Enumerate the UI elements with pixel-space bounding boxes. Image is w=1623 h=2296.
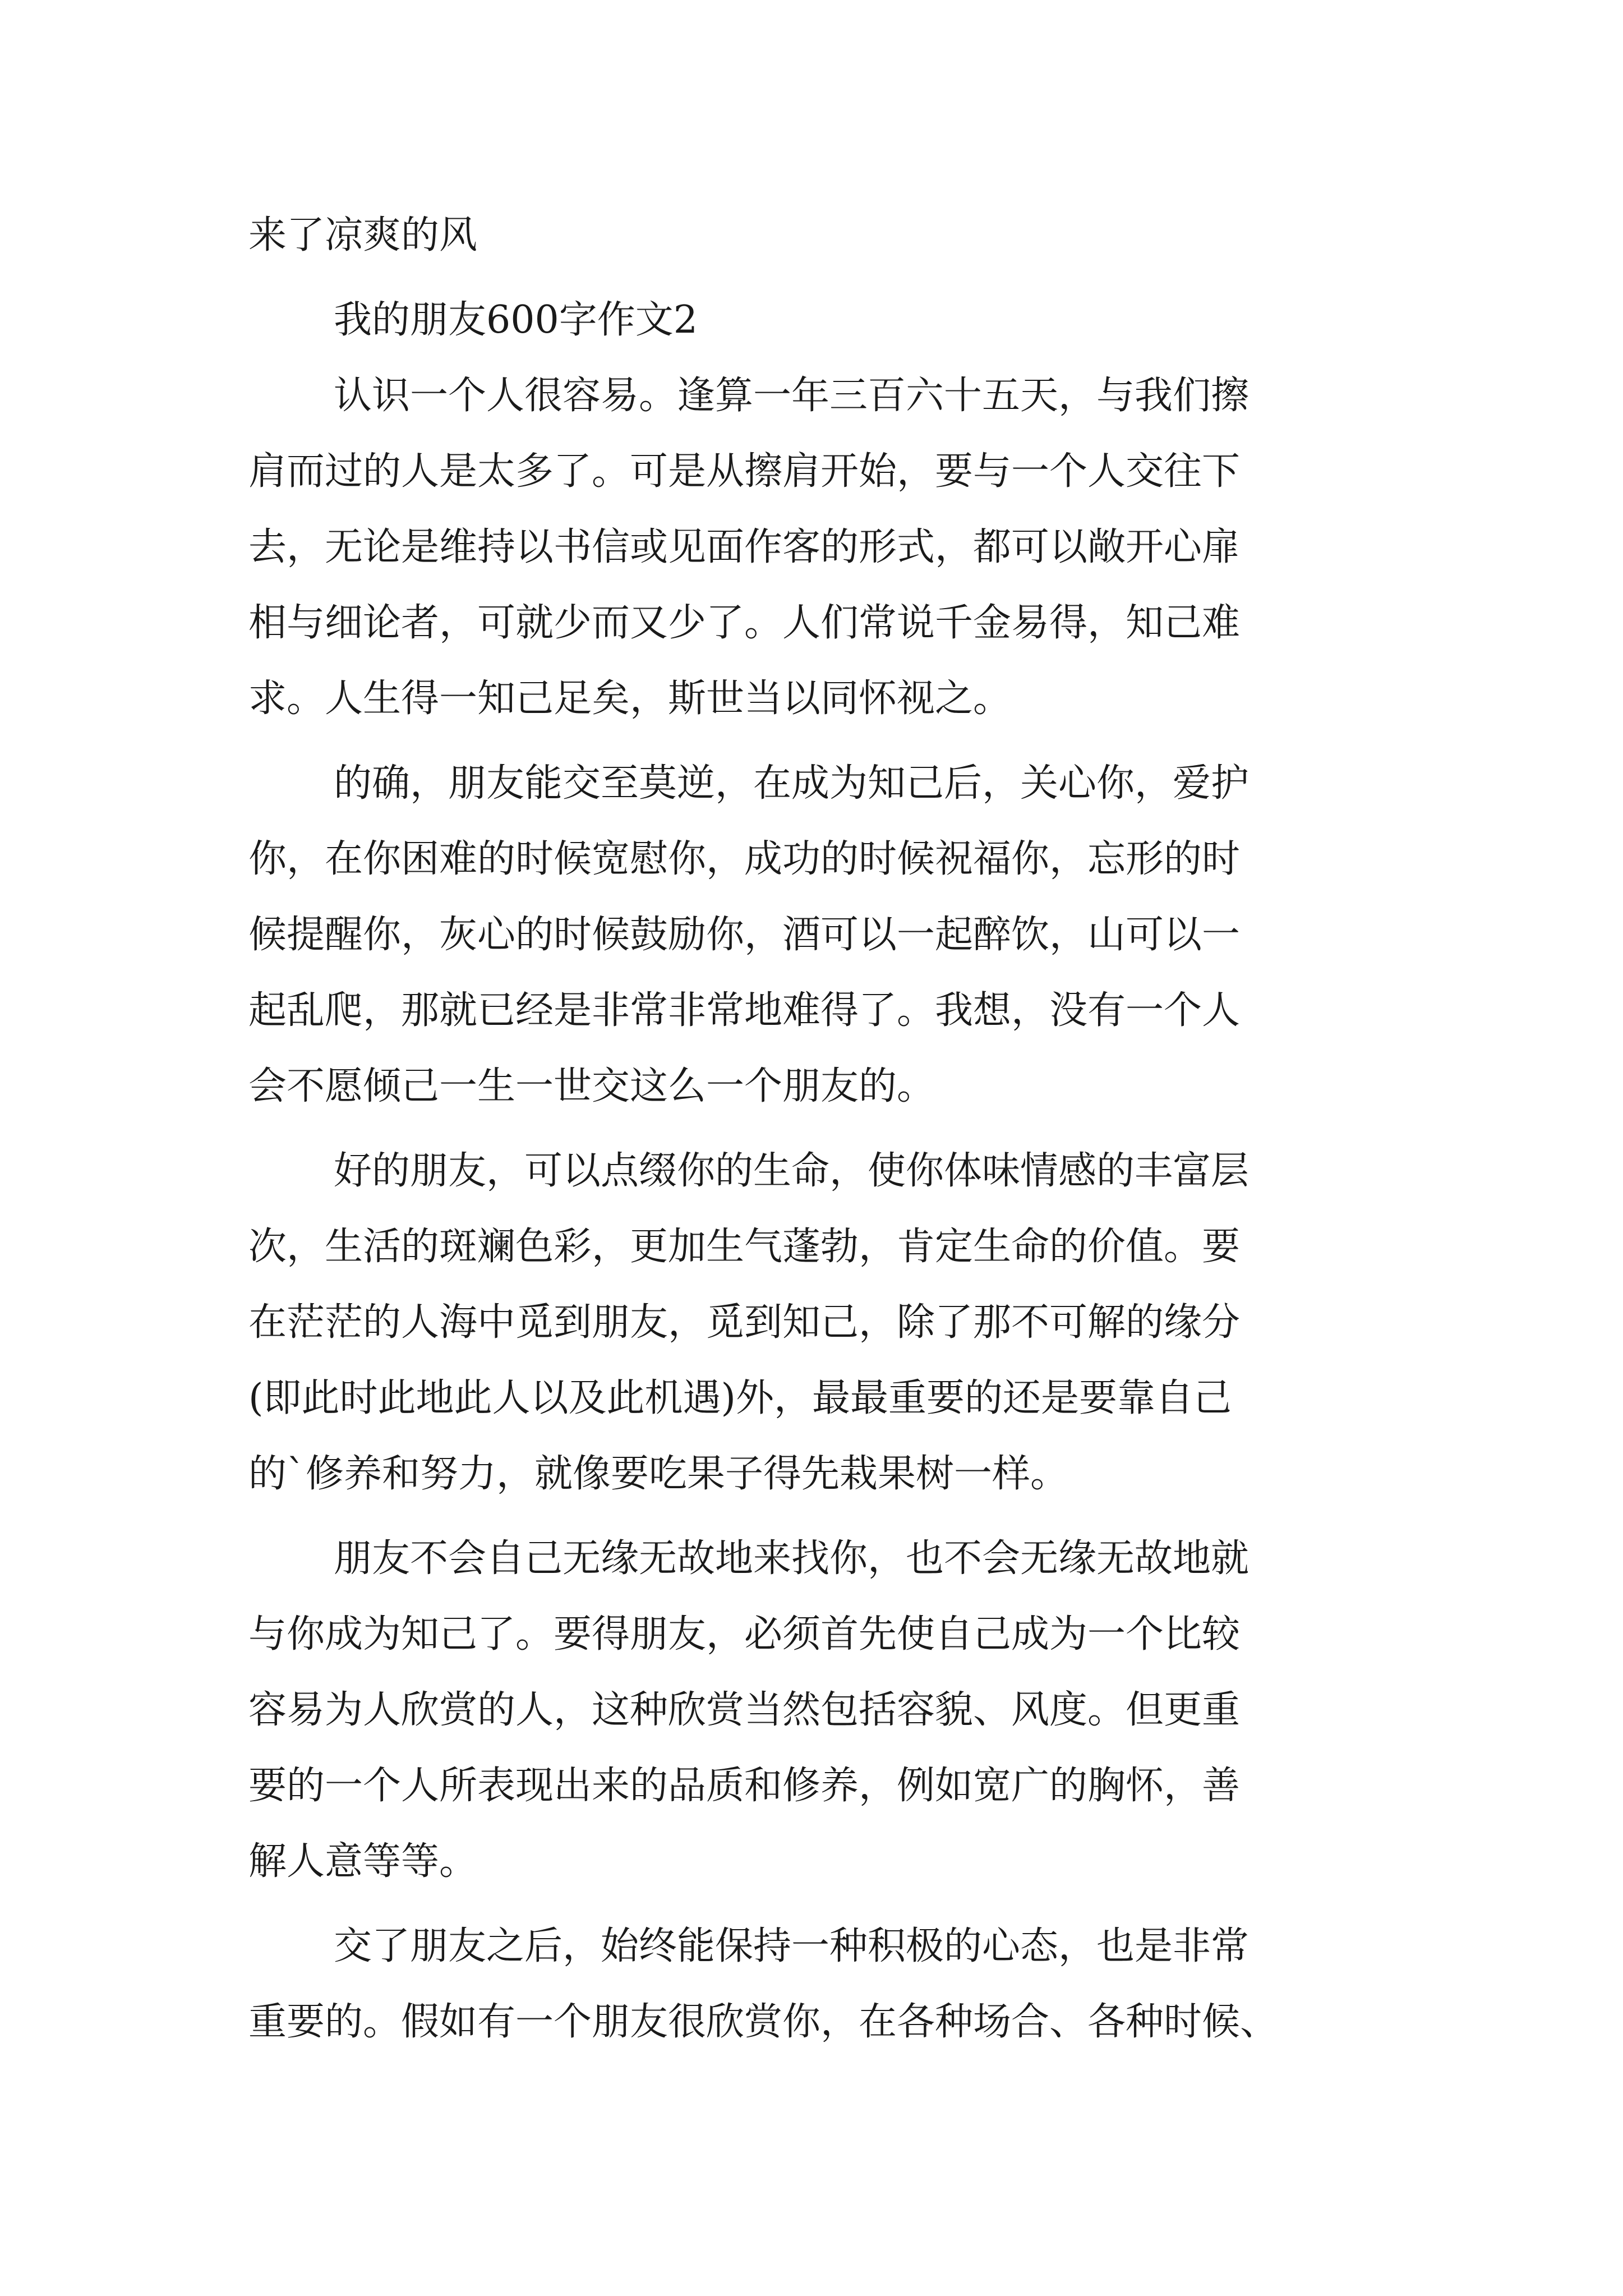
paragraph-3 <box>248 1133 1376 1512</box>
paragraph-line: 容易为人欣赏的人，这种欣赏当然包括容貌、风度。但更重 <box>248 1688 1241 1732</box>
paragraph-line: 的`修养和努力，就像要吃果子得先栽果树一样。 <box>248 1452 1069 1496</box>
paragraph-line: 去，无论是维持以书信或见面作客的形式，都可以敞开心扉 <box>248 525 1241 569</box>
paragraph-4 <box>248 1521 1376 1899</box>
paragraph-line: 会不愿倾己一生一世交这么一个朋友的。 <box>248 1064 935 1108</box>
paragraph-line: 好的朋友，可以点缀你的生命，使你体味情感的丰富层 <box>334 1149 1249 1193</box>
paragraph-line: 的确，朋友能交至莫逆，在成为知己后，关心你，爱护 <box>334 761 1249 806</box>
paragraph-line: 重要的。假如有一个朋友很欣赏你，在各种场合、各种时候、 <box>248 2000 1279 2044</box>
paragraph-line: 交了朋友之后，始终能保持一种积极的心态，也是非常 <box>334 1924 1249 1968</box>
paragraph-line: 起乱爬，那就已经是非常非常地难得了。我想，没有一个人 <box>248 988 1241 1033</box>
essay-body <box>248 197 1376 2060</box>
opening-line: 来了凉爽的风 <box>248 213 478 257</box>
paragraph-line: 在茫茫的人海中觅到朋友，觅到知己，除了那不可解的缘分 <box>248 1300 1241 1345</box>
paragraph-line: 求。人生得一知己足矣，斯世当以同怀视之。 <box>248 677 1012 721</box>
paragraph-line: 肩而过的人是太多了。可是从擦肩开始，要与一个人交往下 <box>248 449 1241 494</box>
essay-title: 我的朋友600字作文2 <box>334 298 698 342</box>
paragraph-line: (即此时此地此人以及此机遇)外，最最重要的还是要靠自己 <box>248 1376 1232 1420</box>
paragraph-line: 候提醒你，灰心的时候鼓励你，酒可以一起醉饮，山可以一 <box>248 913 1241 957</box>
paragraph-line: 次，生活的斑斓色彩，更加生气蓬勃，肯定生命的价值。要 <box>248 1225 1241 1269</box>
paragraph-line: 相与细论者，可就少而又少了。人们常说千金易得，知己难 <box>248 601 1241 645</box>
paragraph-5 <box>248 1908 1376 2060</box>
paragraph-line: 认识一个人很容易。逢算一年三百六十五天，与我们擦 <box>334 374 1249 418</box>
paragraph-line: 解人意等等。 <box>248 1839 478 1884</box>
paragraph-line: 你，在你困难的时候宽慰你，成功的时候祝福你，忘形的时 <box>248 837 1241 881</box>
paragraph-line: 与你成为知己了。要得朋友，必须首先使自己成为一个比较 <box>248 1612 1241 1657</box>
paragraph-line: 朋友不会自己无缘无故地来找你，也不会无缘无故地就 <box>334 1536 1249 1581</box>
paragraph-1 <box>248 358 1376 737</box>
paragraph-2 <box>248 746 1376 1124</box>
paragraph-line: 要的一个人所表现出来的品质和修养，例如宽广的胸怀，善 <box>248 1764 1241 1808</box>
